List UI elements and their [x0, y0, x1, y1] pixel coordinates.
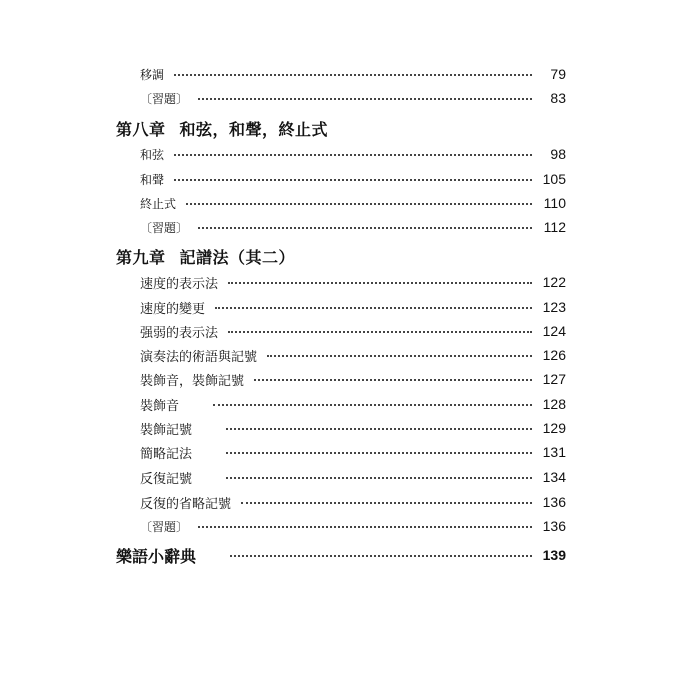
dot-leader: [267, 355, 532, 357]
toc-entry-page: 98: [550, 146, 566, 162]
toc-entry-page: 128: [542, 396, 566, 412]
dot-leader: [226, 428, 532, 430]
toc-entry-page: 136: [542, 494, 566, 510]
toc-entry-title: 裝飾記號: [140, 422, 193, 438]
toc-entry-page: 134: [542, 469, 566, 485]
toc-entry-title: 和聲: [140, 172, 165, 187]
toc-entry[interactable]: [140, 87, 566, 109]
toc-entry[interactable]: [140, 143, 566, 165]
toc-entry-title: 速度的變更: [140, 301, 206, 317]
toc-entry-title: 演奏法的術語與記號: [140, 349, 258, 365]
toc-entry-page: 112: [543, 219, 566, 235]
glossary-entry[interactable]: [116, 544, 566, 566]
toc-entry[interactable]: [140, 192, 566, 214]
chapter-number: 第九章: [116, 247, 166, 267]
toc-entry[interactable]: [140, 216, 566, 238]
chapter-title: 記譜法（其二）: [179, 247, 296, 267]
toc-entry[interactable]: [140, 491, 566, 513]
toc-entry[interactable]: [140, 344, 566, 366]
toc-entry-page: 126: [542, 347, 566, 363]
toc-entry-page: 129: [542, 420, 566, 436]
toc-entry-title: 移調: [140, 67, 165, 82]
chapter-title: 和弦，和聲，終止式: [179, 119, 329, 139]
toc-entry-page: 131: [542, 444, 566, 460]
dot-leader: [174, 74, 532, 76]
toc-entry-title: 和弦: [140, 147, 165, 162]
dot-leader: [215, 307, 532, 309]
dot-leader: [213, 404, 532, 406]
toc-entry-page: 124: [542, 323, 566, 339]
glossary-title: 樂語小辭典: [116, 546, 197, 566]
toc-entry[interactable]: [140, 466, 566, 488]
toc-entry-title: 裝飾音: [140, 398, 180, 414]
toc-entry-title: 裝飾音，裝飾記號: [140, 373, 245, 389]
dot-leader: [198, 526, 532, 528]
dot-leader: [174, 154, 532, 156]
glossary-page: 139: [542, 547, 566, 563]
chapter-number: 第八章: [116, 119, 166, 139]
toc-entry-page: 105: [542, 171, 566, 187]
toc-entry-page: 122: [542, 274, 566, 290]
toc-entry[interactable]: [140, 515, 566, 537]
toc-entry-title: 簡略記法: [140, 446, 193, 462]
toc-entry-page: 136: [542, 518, 566, 534]
toc-entry-title: 〔習題〕: [140, 519, 189, 534]
toc-entry[interactable]: [140, 63, 566, 85]
dot-leader: [241, 502, 532, 504]
toc-entry-title: 〔習題〕: [140, 220, 189, 235]
toc-entry[interactable]: [140, 417, 566, 439]
dot-leader: [254, 379, 532, 381]
toc-entry-title: 反復記號: [140, 471, 193, 487]
toc-entry[interactable]: [140, 320, 566, 342]
toc-entry-page: 127: [542, 371, 566, 387]
toc-entry-page: 79: [550, 66, 566, 82]
chapter-heading-9[interactable]: [116, 245, 566, 267]
toc-entry-page: 123: [542, 299, 566, 315]
dot-leader: [186, 203, 532, 205]
dot-leader: [174, 179, 532, 181]
toc-entry[interactable]: [140, 296, 566, 318]
toc-entry-title: 終止式: [140, 196, 177, 211]
toc-entry[interactable]: [140, 368, 566, 390]
toc-entry[interactable]: [140, 271, 566, 293]
dot-leader: [198, 98, 532, 100]
dot-leader: [228, 282, 532, 284]
toc-entry-title: 〔習題〕: [140, 91, 189, 106]
toc-entry-title: 反復的省略記號: [140, 496, 232, 512]
toc-entry[interactable]: [140, 393, 566, 415]
chapter-heading-8[interactable]: [116, 117, 566, 139]
dot-leader: [228, 331, 532, 333]
toc-entry-page: 110: [543, 195, 566, 211]
toc-entry-title: 速度的表示法: [140, 276, 219, 292]
toc-entry[interactable]: [140, 441, 566, 463]
dot-leader: [230, 555, 532, 557]
dot-leader: [198, 227, 532, 229]
dot-leader: [226, 452, 532, 454]
toc-entry-title: 强弱的表示法: [140, 325, 219, 341]
toc-entry[interactable]: [140, 168, 566, 190]
dot-leader: [226, 477, 532, 479]
toc-entry-page: 83: [550, 90, 566, 106]
